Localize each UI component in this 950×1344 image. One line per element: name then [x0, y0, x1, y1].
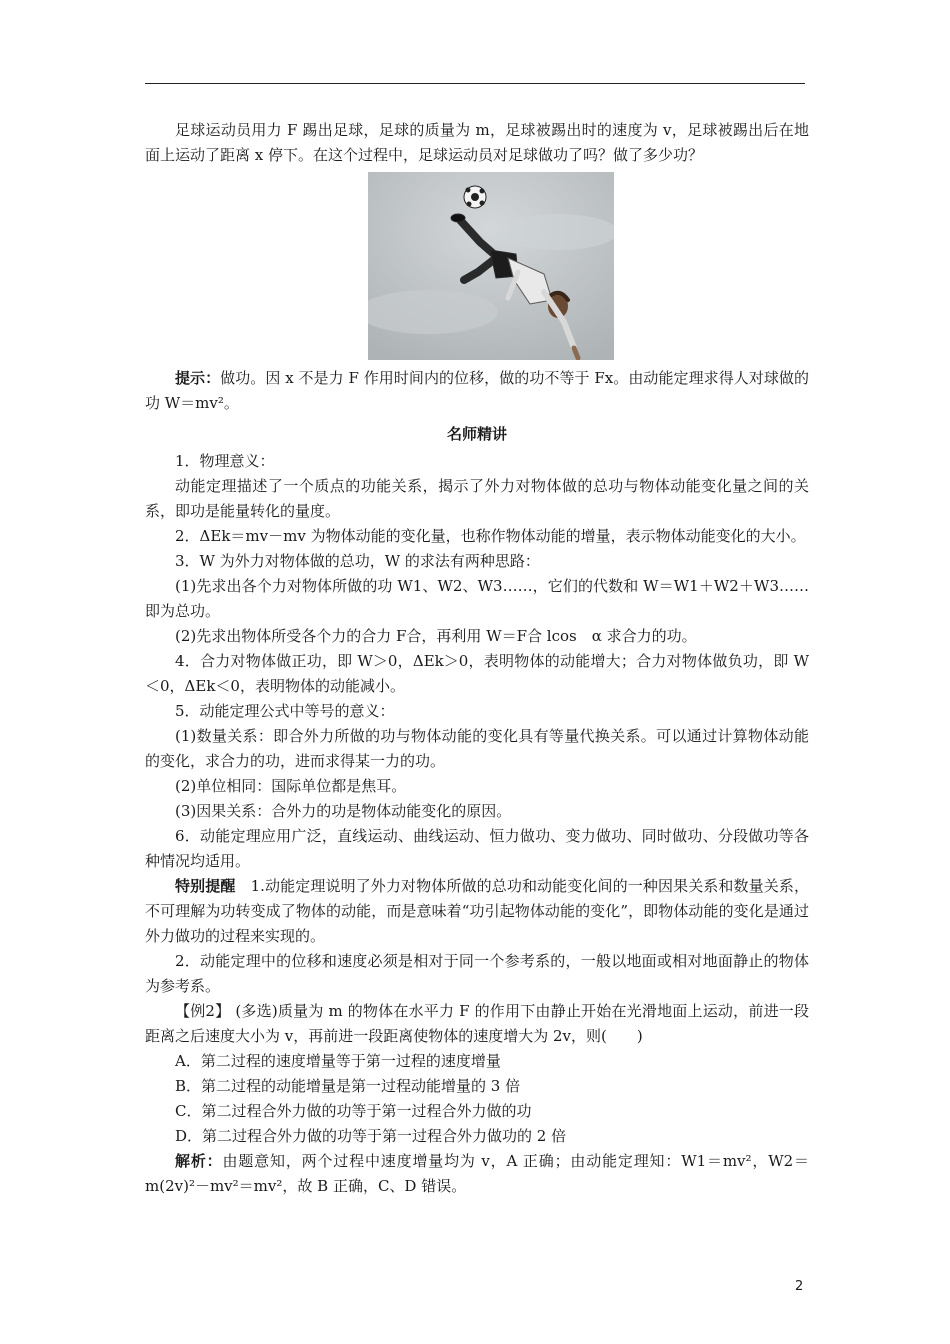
point-1-body: 动能定理描述了一个质点的功能关系，揭示了外力对物体做的总功与物体动能变化量之间的关系，即功是能量转化的量度。 — [145, 477, 809, 520]
example-stem: 【例2】 (多选)质量为 m 的物体在水平力 F 的作用下由静止开始在光滑地面上运动，前进一段距离之后速度大小为 v，再前进一段距离使物体的速度增大为 2v，则( ) — [145, 1002, 809, 1045]
header-rule — [145, 83, 805, 84]
special-note-text-1: 1.动能定理说明了外力对物体所做的总功和动能变化间的一种因果关系和数量关系，不可理解为功转变成了物体的动能，而是意味着“功引起物体动能的变化”，即物体动能的变化是通过外力做功的过程来实现的。 — [145, 877, 809, 945]
point-2: 2．ΔEk＝mv－mv 为物体动能的变化量，也称作物体动能的增量，表示物体动能变化的大小。 — [175, 527, 806, 545]
special-note-1 — [145, 874, 809, 949]
problem-text: 足球运动员用力 F 踢出足球，足球的质量为 m，足球被踢出时的速度为 v，足球被踢出后在地面上运动了距离 x 停下。在这个过程中，足球运动员对足球做功了吗？做了多少功？ — [145, 121, 809, 164]
hint-text: 做功。因 x 不是力 F 作用时间内的位移，做的功不等于 Fx。由动能定理求得人对球做的功 W＝mv²。 — [145, 369, 809, 412]
analysis-text: 由题意知，两个过程中速度增量均为 v，A 正确；由动能定理知：W1＝mv²，W2＝m(2v)²－mv²＝mv²，故 B 正确，C、D 错误。 — [145, 1152, 809, 1195]
point-4: 4．合力对物体做正功，即 W＞0，ΔEk＞0，表明物体的动能增大；合力对物体做负功，即 W＜0，ΔEk＜0，表明物体的动能减小。 — [145, 652, 809, 695]
page-number: 2 — [795, 1279, 804, 1294]
hint-label: 提示： — [175, 369, 221, 387]
point-3-method-1: (1)先求出各个力对物体所做的功 W1、W2、W3……，它们的代数和 W＝W1＋W2＋W3……即为总功。 — [145, 577, 809, 620]
point-5-quantity: (1)数量关系：即合外力所做的功与物体动能的变化具有等量代换关系。可以通过计算物体动能的变化，求合力的功，进而求得某一力的功。 — [145, 727, 809, 770]
soccer-player-illustration — [368, 172, 614, 360]
point-1-title: 1．物理意义： — [175, 452, 275, 470]
point-3-title: 3．W 为外力对物体做的总功，W 的求法有两种思路： — [175, 552, 540, 570]
option-c: C．第二过程合外力做的功等于第一过程合外力做的功 — [175, 1102, 532, 1120]
point-5-title: 5．动能定理公式中等号的意义： — [175, 702, 395, 720]
option-b: B．第二过程的动能增量是第一过程动能增量的 3 倍 — [175, 1077, 521, 1095]
special-note-label: 特别提醒 — [175, 877, 236, 895]
special-note-2: 2．动能定理中的位移和速度必须是相对于同一个参考系的，一般以地面或相对地面静止的物体为参考系。 — [145, 952, 809, 995]
analysis-paragraph — [145, 1149, 809, 1199]
point-3-method-2: (2)先求出物体所受各个力的合力 F合，再利用 W＝F合 lcos α 求合力的功。 — [175, 627, 697, 645]
option-a: A．第二过程的速度增量等于第一过程的速度增量 — [175, 1052, 501, 1070]
hint-paragraph — [145, 366, 809, 416]
soccer-kick-photo — [368, 172, 614, 360]
soccer-ball-icon — [464, 186, 486, 208]
page-content — [145, 118, 809, 1199]
point-5-unit: (2)单位相同：国际单位都是焦耳。 — [175, 777, 407, 795]
analysis-label: 解析： — [175, 1152, 223, 1170]
point-5-cause: (3)因果关系：合外力的功是物体动能变化的原因。 — [175, 802, 512, 820]
point-6: 6．动能定理应用广泛，直线运动、曲线运动、恒力做功、变力做功、同时做功、分段做功等各种情况均适用。 — [145, 827, 809, 870]
section-title: 名师精讲 — [446, 425, 507, 443]
option-d: D．第二过程合外力做的功等于第一过程合外力做功的 2 倍 — [175, 1127, 567, 1145]
